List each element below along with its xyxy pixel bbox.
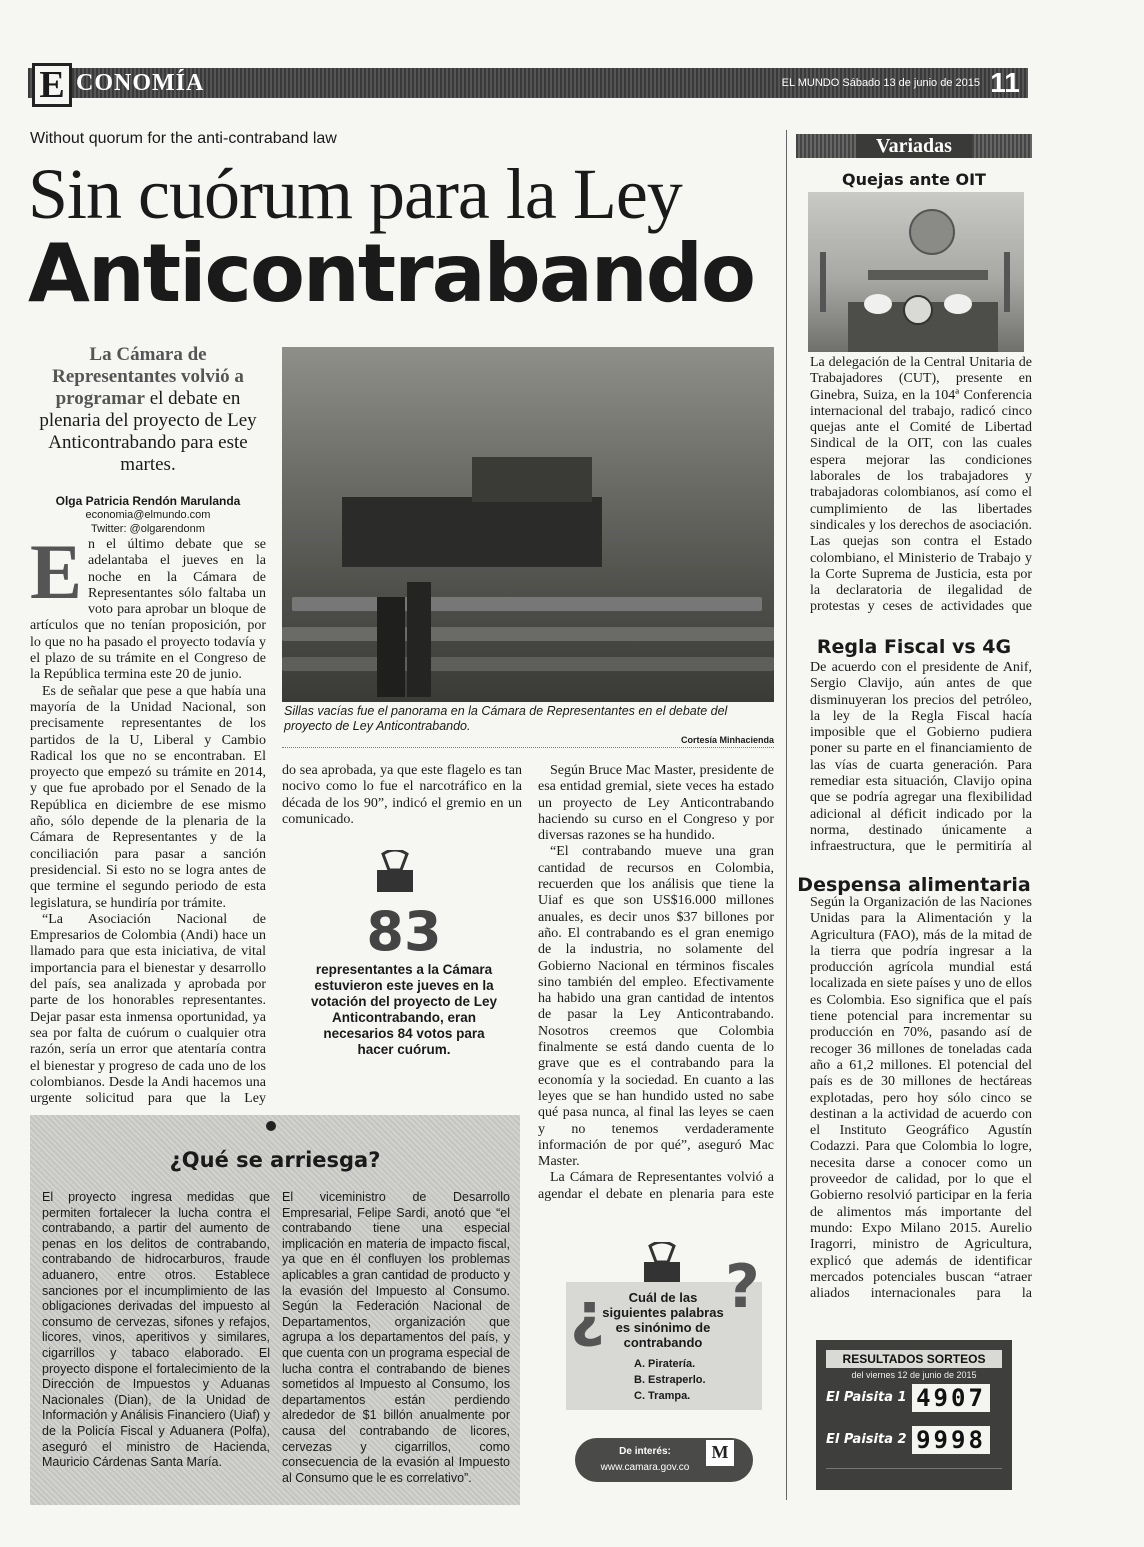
food-headline: Despensa alimentaria xyxy=(797,874,1031,896)
article-paragraph: do sea aprobada, ya que este flagelo es tan nocivo como lo fue el narcotráfico en la década de los 90”, indicó el gremio en un comunicado. xyxy=(282,763,522,827)
article-paragraph: La Cámara de Representantes volvió a agendar el debate en plenaria para este xyxy=(538,1170,774,1202)
pin-icon xyxy=(266,1121,276,1131)
article-column-1 xyxy=(30,537,266,1107)
oit-body: La delegación de la Central Unitaria de Trabajadores (CUT), presente en Ginebra, Suiza, en la 104ª Conferencia internacional del trabajo, radicó cinco quejas ante el Comité de Libertad Sindical de la OIT, con las cuales espera mejorar las condiciones laborales de los trabajadores y trabajadoras colombianos, así como el cumplimiento de las libertades sindicales y los derechos de asociación. Las quejas son contra el Estado colombiano, el Ministerio de Trabajo y la Corte Suprema de Justicia, esta por la declaratoria de ilegalidad de protestas y ceses de actividades que xyxy=(810,355,1032,615)
lottery-draw-number: 9998 xyxy=(912,1426,990,1454)
quiz-question: Cuál de las siguientes palabras es sinónimo de contrabando xyxy=(602,1290,724,1350)
lottery-footer-strip xyxy=(826,1468,1002,1485)
photo-podium xyxy=(472,457,592,502)
oit-assembly-photo xyxy=(808,192,1024,352)
fiscal-headline: Regla Fiscal vs 4G xyxy=(816,636,1012,658)
section-name: CONOMÍA xyxy=(76,70,205,96)
author-twitter[interactable]: Twitter: @olgarendonm xyxy=(91,523,205,535)
stat-description: representantes a la Cámara estuvieron este jueves en la votación del proyecto de Ley Anticontrabando, eran necesarios 84 votos para hacer cuórum. xyxy=(310,962,498,1057)
caption-divider xyxy=(282,747,774,748)
lottery-title: RESULTADOS SORTEOS xyxy=(826,1350,1002,1368)
lottery-date: del viernes 12 de junio de 2015 xyxy=(851,1370,977,1380)
interest-url-link[interactable]: www.camara.gov.co xyxy=(600,1462,690,1473)
quiz-option: C. Trampa. xyxy=(634,1390,691,1402)
headline-line-1: Sin cuórum para la Ley xyxy=(28,154,682,234)
binder-clip-icon xyxy=(373,850,417,894)
photo-seat-row xyxy=(292,597,762,611)
author-name: Olga Patricia Rendón Marulanda xyxy=(55,494,241,508)
headline-line-2: Anticontrabando xyxy=(28,227,754,320)
article-paragraph: Es de señalar que pese a que había una mayoría de la Unidad Nacional, son precisamente representantes de los partidos de la U, Liberal y Cambio Radical los que no se encontraban. El proyecto que empezó su trámite en 2014, y que fue aprobado por el Senado de la República en diciembre de ese mismo año, sólo depende de la plenaria de la Cámara de Representantes y de la conciliación para pasar a sanción presidencial. Si esto no se logra antes de que termine el segundo periodo de esta legislatura, se hundiría por trámite. xyxy=(30,683,266,911)
sidebar-divider xyxy=(786,130,787,1500)
article-column-2 xyxy=(282,763,522,831)
sidebar-section-label: Variadas xyxy=(856,134,972,158)
newspaper-logo: M xyxy=(706,1440,734,1466)
lottery-draw-number: 4907 xyxy=(912,1384,990,1412)
photo-seat-row xyxy=(282,627,774,641)
risk-box-title: ¿Qué se arriesga? xyxy=(169,1148,381,1172)
oit-photo-illustration xyxy=(808,192,1024,352)
lead-rest: el debate en plenaria del proyecto de Ley Anticontrabando para este martes. xyxy=(39,388,257,475)
risk-column-2: El viceministro de Desarrollo Empresarial, Felipe Sardi, anotó que “el contrabando tiene una especial implicación en materia de impacto fiscal, ya que en él confluyen los problemas aplicables a gran cantidad de producto y la evasión del Impuesto al Consumo. Según la Federación Nacional de Departamentos, organización que agrupa a los departamentos del país, y que cuenta con un programa especial de lucha contra el contrabando de bienes sometidos al Impuesto al Consumo, los departamentos están perdiendo alrededor de $1 billón anualmente por causa del contrabando de licores, cervezas y cigarrillos, como consecuencia de la evasión al Impuesto al Consumo que le es correlativo”. xyxy=(282,1190,510,1485)
stat-number: 83 xyxy=(366,900,442,963)
drop-cap: E xyxy=(30,537,83,615)
article-column-3 xyxy=(538,763,774,1203)
article-lead xyxy=(30,344,266,476)
quiz-options xyxy=(634,1356,706,1404)
article-paragraph: “La Asociación Nacional de Empresarios de Colombia (Andi) hace un llamado para que esta iniciativa, de vital importancia para el bienestar y desarrollo del país, sea analizada y aprobada por parte de los honorables representantes. Dejar pasar esta inmensa oportunidad, ya sea por falta de cuórum o cualquier otra razón, sería un error que atentaría contra el bienestar y progreso de cada uno de los colombianos. Desde la Andi hacemos una urgente solicitud para que la Ley xyxy=(30,911,266,1107)
article-paragraph: Según Bruce Mac Master, presidente de esa entidad gremial, siete veces ha estado un proyecto de Ley Anticontrabando haciendo su curso en el Congreso y por diversas razones se ha hundido. xyxy=(538,763,774,844)
photo-dais xyxy=(342,497,602,567)
photo-person xyxy=(407,582,431,697)
article-paragraph: n el último debate que se adelantaba el jueves en la noche en la Cámara de Representantes sólo faltaba un voto para aprobar un bloque de artículos que no tenían proposición, por lo que no ha pasado el proyecto todavía y el plazo de su trámite en el Congreso de la República termina este 20 de junio. xyxy=(30,537,266,683)
fiscal-body: De acuerdo con el presidente de Anif, Sergio Clavijo, aún antes de que disminuyeran los precios del petróleo, la ley de la Regla Fiscal hacía imposible que el Gobierno pudiera poner su parte en el financiamiento de las vías de cuarta generación. Para remediar esta situación, Clavijo opina que se podría agregar una flexibilidad adicional al déficit indicado por la norma, destinado únicamente a infraestructura, que le permitiría al xyxy=(810,660,1032,855)
masthead-date: EL MUNDO Sábado 13 de junio de 2015 xyxy=(781,77,980,89)
page-number: 11 xyxy=(990,67,1020,98)
section-initial: E xyxy=(32,63,72,107)
quiz-option: B. Estraperlo. xyxy=(634,1374,706,1386)
english-kicker: Without quorum for the anti-contraband law xyxy=(30,130,337,147)
author-email[interactable]: economia@elmundo.com xyxy=(85,509,211,521)
lottery-draw-name: El Paisita 1 xyxy=(826,1390,907,1405)
inverted-question-mark: ¿ xyxy=(570,1280,605,1350)
lead-highlight: La Cámara de Representantes volvió a programar xyxy=(52,344,244,409)
oit-headline: Quejas ante OIT xyxy=(842,170,986,189)
photo-person xyxy=(377,597,405,697)
interest-label: De interés: xyxy=(619,1446,671,1457)
photo-seat-row xyxy=(282,657,774,671)
byline xyxy=(30,494,266,536)
congress-chamber-photo xyxy=(282,347,774,702)
quiz-option: A. Piratería. xyxy=(634,1358,696,1370)
risk-column-1: El proyecto ingresa medidas que permiten fortalecer la lucha contra el contrabando, a partir del aumento de penas en los delitos de contrabando, contrabando de hidrocarburos, fraude aduanero, entre otros. Establece sanciones por el incumplimiento de las obligaciones derivadas del impuesto al consumo de cervezas, sifones y refajos, licores, vinos, aperitivos y similares, cigarrillos y tabaco elaborado. El proyecto dispone el fortalecimiento de la Dirección de Impuestos y Aduanas Nacionales (Dian), de la Unidad de Información y Análisis Financiero (Uiaf) y de la Policía Fiscal y Aduanera (Polfa), aseguró el ministro de Hacienda, Mauricio Cárdenas Santa María. xyxy=(42,1190,270,1470)
question-mark: ? xyxy=(725,1252,760,1322)
photo-credit: Cortesía Minhacienda xyxy=(680,735,774,745)
food-body: Según la Organización de las Naciones Unidas para la Alimentación y la Agricultura (FAO), más de la mitad de la tierra que podría ingresar a la producción agrícola mundial está localizada en siete países y uno de ellos es Colombia. Eso significa que el país tiene potencial para incrementar su producción en 70%, pasando así de recoger 36 millones de toneladas cada año a 61,2 millones. El potencial del país es de 30 millones de hectáreas explotadas, pero hoy sólo cinco se destinan a la actividad de acuerdo con el Instituto Geográfico Agustín Codazzi. Para que Colombia lo logre, necesita darse a conocer como un proveedor de calidad, por lo que el Gobierno resolvió participar en la feria de alimentos más importante del mundo: Expo Milano 2015. Aurelio Iragorri, ministro de Agricultura, explicó que además de identificar mercados potenciales buscan “atraer aliados internacionales para la xyxy=(810,895,1032,1302)
photo-caption: Sillas vacías fue el panorama en la Cámara de Representantes en el debate del proyecto de Ley Anticontrabando. xyxy=(284,704,728,733)
lottery-draw-name: El Paisita 2 xyxy=(826,1432,907,1447)
article-paragraph: “El contrabando mueve una gran cantidad de recursos en Colombia, recuerden que los análisis que tiene la Uiaf es que son US$16.000 millones anuales, es decir unos $37 billones por año. El contrabando es el gran enemigo de la industria, no solamente del Gobierno Nacional en términos fiscales sino también del empleo. Efectivamente ha habido una gran cantidad de intentos de pasar la Ley Anticontrabando. Nosotros creemos que Colombia finalmente se está dando cuenta de lo grave que es el contrabando para la economía y la sociedad. En cuanto a las leyes que se han hundido usted no sabe qué pasa nunca, al final las leyes se caen y no tenemos verdaderamente información de por qué”, aseguró Mac Master. xyxy=(538,844,774,1170)
binder-clip-icon xyxy=(640,1242,684,1286)
